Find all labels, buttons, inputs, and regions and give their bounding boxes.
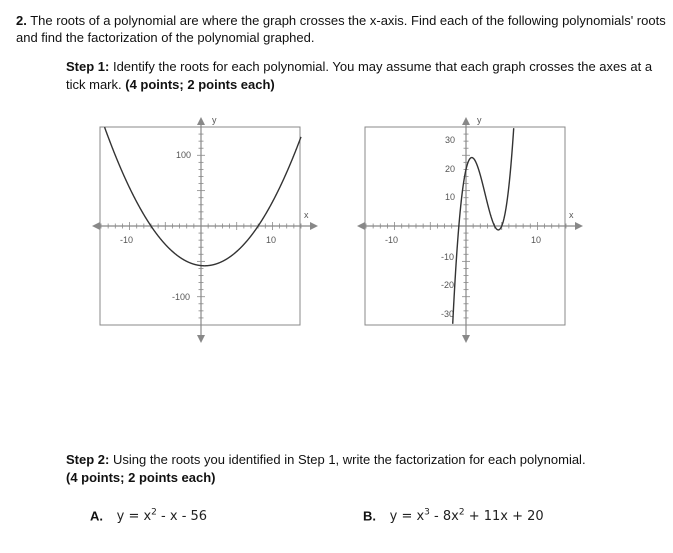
question-number: 2. [16, 13, 27, 28]
graph-b [355, 115, 587, 345]
graph-b-y-label: y [477, 115, 482, 125]
option-b-exp2: 2 [458, 508, 465, 518]
graph-b-y-arrow-up [462, 117, 470, 125]
graph-b-y-tick-neg30: -30 [441, 309, 455, 319]
graph-a-y-arrow-down [197, 335, 205, 343]
graph-a-x-arrow-right [310, 222, 318, 230]
option-a-lhs: y = x [116, 509, 152, 525]
step1-text: Identify the roots for each polynomial. You may assume that each graph crosses the axes at a tick mark. [66, 59, 653, 92]
question-body: The roots of a polynomial are where the graph crosses the x-axis. Find each of the following polynomials' roots and find the factorization of the polynomial graphed. [16, 13, 666, 45]
graph-b-y-tick-20: 20 [445, 164, 456, 174]
graph-b-x-label: x [569, 210, 574, 220]
graph-b-y-arrow-down [462, 335, 470, 343]
option-b-lhs: y = x [389, 509, 425, 525]
step2-text: Using the roots you identified in Step 1, write the factorization for each polynomial. [112, 452, 586, 467]
step1-block [66, 58, 656, 94]
option-b-exp1: 3 [424, 508, 430, 518]
graph-a-x-tick-pos: 10 [266, 235, 277, 245]
option-a [90, 508, 207, 524]
graph-b-x-tick-pos: 10 [531, 235, 542, 245]
graph-b-y-tick-10: 10 [445, 192, 456, 202]
graph-a-x-arrow-left [92, 222, 100, 230]
question-text [16, 12, 666, 46]
graph-b-y-tick-neg10: -10 [441, 252, 455, 262]
graph-b-y-tick-neg20: -20 [441, 280, 455, 290]
graph-a-x-label: x [304, 210, 309, 220]
option-a-equation [117, 509, 207, 524]
option-b-equation [390, 509, 544, 524]
graph-b-x-arrow-right [575, 222, 583, 230]
graph-a [90, 115, 322, 345]
graph-b-x-arrow-left [357, 222, 365, 230]
graph-a-y-arrow-up [197, 117, 205, 125]
graph-a-y-label: y [212, 115, 217, 125]
option-a-rhs: - x - 56 [156, 509, 208, 525]
step1-label: Step 1: [66, 59, 110, 74]
option-b-rhs: + 11x + 20 [464, 509, 544, 525]
graph-b-y-tick-30: 30 [445, 135, 456, 145]
option-b [363, 508, 544, 524]
graph-a-y-tick-neg: -100 [172, 292, 191, 302]
option-b-letter: B. [363, 508, 376, 524]
graph-a-x-tick-neg: -10 [120, 235, 134, 245]
step1-points: (4 points; 2 points each) [125, 77, 275, 92]
option-a-exp: 2 [151, 508, 157, 518]
option-b-mid: - 8x [429, 509, 459, 525]
step2-block [66, 451, 656, 487]
option-a-letter: A. [90, 508, 103, 524]
step2-points: (4 points; 2 points each) [66, 470, 216, 485]
graph-a-y-tick-pos: 100 [176, 150, 192, 160]
graph-b-x-tick-neg: -10 [385, 235, 399, 245]
step2-label: Step 2: [66, 452, 110, 467]
